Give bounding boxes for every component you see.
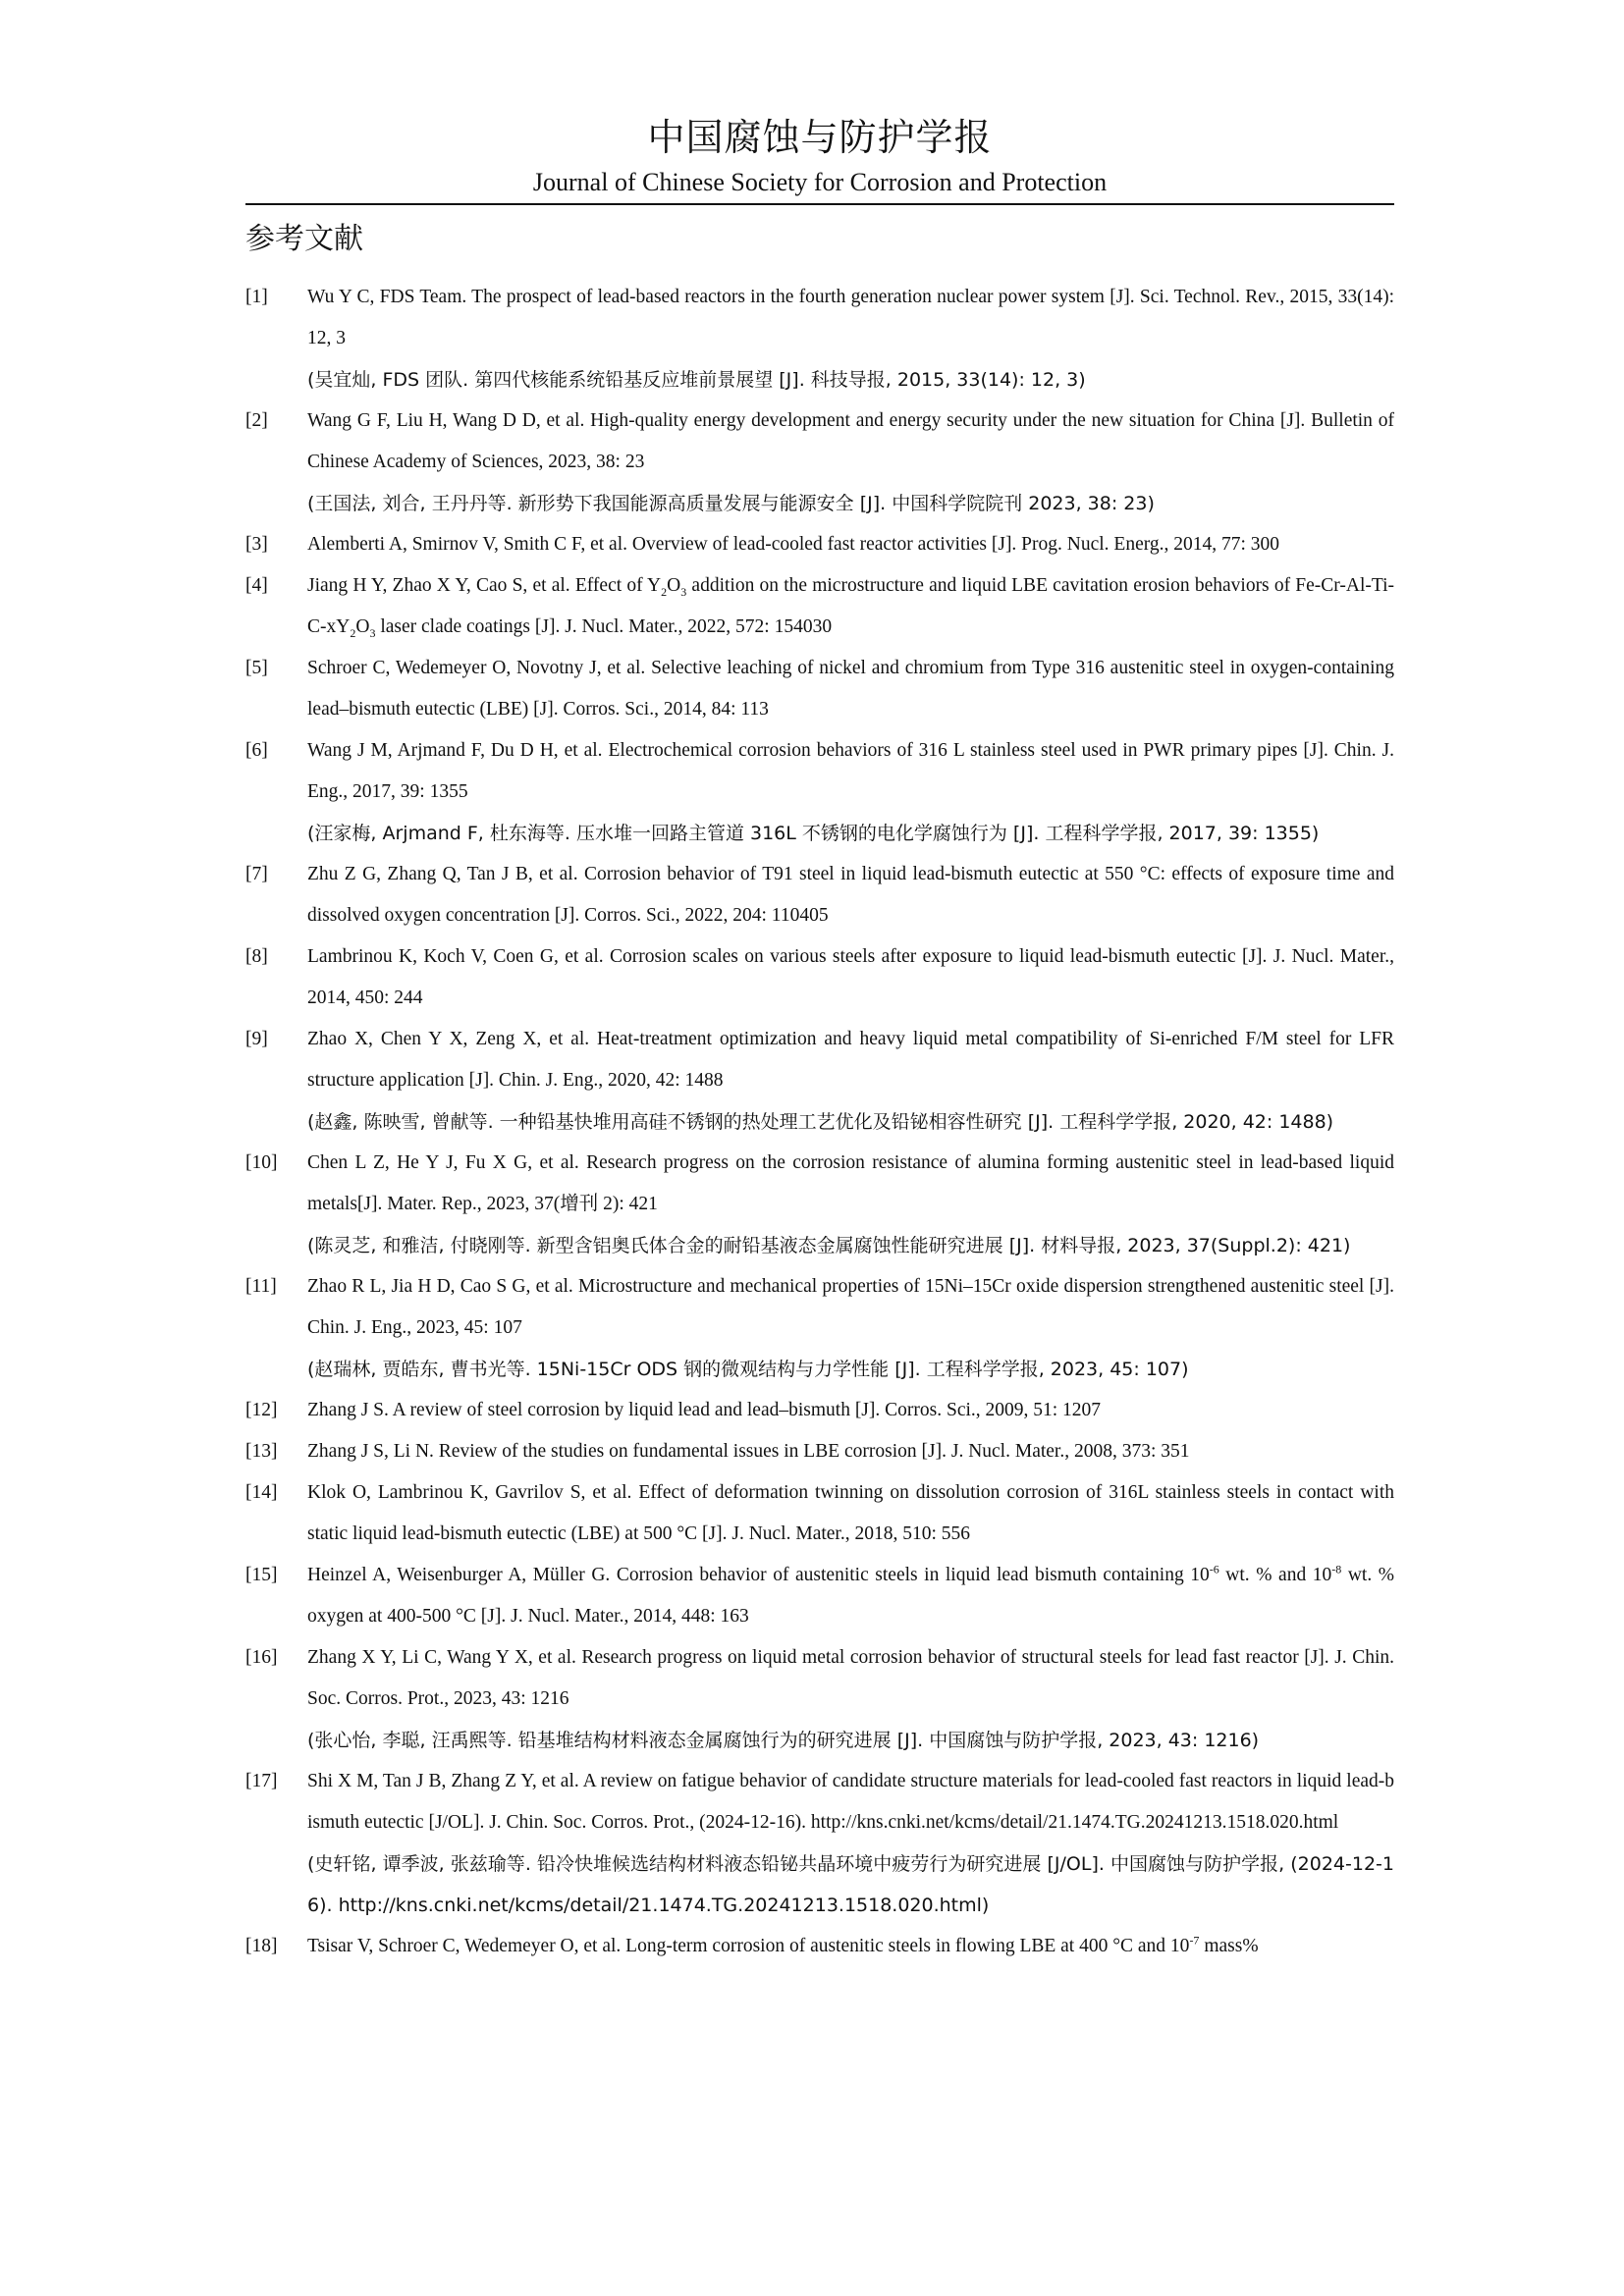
reference-item: [245, 1637, 1394, 1761]
reference-text: Zhang X Y, Li C, Wang Y X, et al. Research progress on liquid metal corrosion behavior of structural steels for lead fast reactor [J]. J. Chin. Soc. Corros. Prot., 2023, 43: 1216: [307, 1647, 1394, 1709]
reference-number: [14]: [245, 1482, 278, 1503]
reference-item: [245, 1926, 1394, 1967]
reference-item: [245, 1266, 1394, 1390]
reference-number: [4]: [245, 575, 268, 596]
reference-item: [245, 1390, 1394, 1431]
reference-number: [15]: [245, 1565, 278, 1585]
reference-item: [245, 277, 1394, 400]
reference-text-part: O: [667, 575, 681, 596]
superscript: -8: [1331, 1562, 1342, 1576]
reference-text-part: laser clade coatings [J]. J. Nucl. Mater., 2022, 572: 154030: [375, 616, 833, 637]
reference-text: Schroer C, Wedemeyer O, Novotny J, et al. Selective leaching of nickel and chromium from Type 316 austenitic steel in oxygen-containing lead–bismuth eutectic (LBE) [J]. Corros. Sci., 2014, 84: 113: [307, 658, 1394, 720]
reference-text: Wang G F, Liu H, Wang D D, et al. High-quality energy development and energy security under the new situation for China [J]. Bulletin of Chinese Academy of Sciences, 2023, 38: 23: [307, 410, 1394, 472]
reference-text: Klok O, Lambrinou K, Gavrilov S, et al. Effect of deformation twinning on dissolution corrosion of 316L stainless steels in contact with static liquid lead-bismuth eutectic (LBE) at 500 °C [J]. J. Nucl. Mater., 2018, 510: 556: [307, 1482, 1394, 1544]
reference-item: [245, 1555, 1394, 1637]
reference-text-cn: (史轩铭, 谭季波, 张兹瑜等. 铅冷快堆候选结构材料液态铅铋共晶环境中疲劳行为研究进展 [J/OL]. 中国腐蚀与防护学报, (2024-12-16). http://kns.cnki.net/kcms/detail/21.1474.TG.20241213.1518.020.html): [307, 1853, 1394, 1916]
reference-text: Zhang J S. A review of steel corrosion by liquid lead and lead–bismuth [J]. Corros. Sci., 2009, 51: 1207: [307, 1400, 1102, 1420]
reference-text: Zhao R L, Jia H D, Cao S G, et al. Microstructure and mechanical properties of 15Ni–15Cr oxide dispersion strengthened austenitic steel [J]. Chin. J. Eng., 2023, 45: 107: [307, 1276, 1394, 1338]
reference-text: Wu Y C, FDS Team. The prospect of lead-based reactors in the fourth generation nuclear power system [J]. Sci. Technol. Rev., 2015, 33(14): 12, 3: [307, 287, 1394, 348]
reference-text-part: addition on the microstructure and liquid LBE cavitation erosion behaviors of Fe-Cr-Al-Ti-C-xY: [307, 575, 1394, 637]
reference-text: Lambrinou K, Koch V, Coen G, et al. Corrosion scales on various steels after exposure to liquid lead-bismuth eutectic [J]. J. Nucl. Mater., 2014, 450: 244: [307, 946, 1394, 1008]
reference-text: [307, 565, 1394, 648]
reference-text: [307, 1555, 1394, 1637]
reference-item: [245, 648, 1394, 730]
reference-text-cn: (赵瑞林, 贾皓东, 曹书光等. 15Ni-15Cr ODS 钢的微观结构与力学性能 [J]. 工程科学学报, 2023, 45: 107): [307, 1359, 1189, 1380]
reference-number: [8]: [245, 946, 268, 967]
reference-number: [9]: [245, 1029, 268, 1049]
reference-text: Zhang J S, Li N. Review of the studies on fundamental issues in LBE corrosion [J]. J. Nucl. Mater., 2008, 373: 351: [307, 1441, 1190, 1462]
reference-item: [245, 524, 1394, 565]
header-rule: [245, 203, 1394, 205]
reference-number: [11]: [245, 1276, 277, 1297]
superscript: -7: [1189, 1933, 1200, 1948]
reference-text: Zhao X, Chen Y X, Zeng X, et al. Heat-treatment optimization and heavy liquid metal compatibility of Si-enriched F/M steel for LFR structure application [J]. Chin. J. Eng., 2020, 42: 1488: [307, 1029, 1394, 1091]
reference-list: [245, 277, 1394, 1967]
reference-number: [1]: [245, 287, 268, 307]
reference-number: [7]: [245, 864, 268, 884]
reference-text-part: mass%: [1199, 1936, 1259, 1956]
reference-text-part: Jiang H Y, Zhao X Y, Cao S, et al. Effect of Y: [307, 575, 662, 596]
reference-item: [245, 1431, 1394, 1472]
subscript: 3: [369, 625, 376, 640]
reference-text-part: Heinzel A, Weisenburger A, Müller G. Corrosion behavior of austenitic steels in liquid lead bismuth containing 10: [307, 1565, 1210, 1585]
reference-number: [2]: [245, 410, 268, 431]
reference-text: Shi X M, Tan J B, Zhang Z Y, et al. A review on fatigue behavior of candidate structure materials for lead-cooled fast reactors in liquid lead-bismuth eutectic [J/OL]. J. Chin. Soc. Corros. Prot., (2024-12-16). http://kns.cnki.net/kcms/detail/21.1474.TG.20241213.1518.020.html: [307, 1771, 1394, 1833]
reference-number: [3]: [245, 534, 268, 555]
reference-text-cn: (吴宜灿, FDS 团队. 第四代核能系统铅基反应堆前景展望 [J]. 科技导报, 2015, 33(14): 12, 3): [307, 369, 1086, 391]
page-header: [245, 114, 1394, 198]
reference-item: [245, 1761, 1394, 1926]
reference-text-part: Tsisar V, Schroer C, Wedemeyer O, et al. Long-term corrosion of austenitic steels in flowing LBE at 400 °C and 10: [307, 1936, 1190, 1956]
reference-item: [245, 1472, 1394, 1555]
reference-text-cn: (赵鑫, 陈映雪, 曾献等. 一种铅基快堆用高硅不锈钢的热处理工艺优化及铅铋相容性研究 [J]. 工程科学学报, 2020, 42: 1488): [307, 1111, 1334, 1133]
reference-number: [16]: [245, 1647, 278, 1668]
subscript: 2: [350, 625, 356, 640]
reference-item: [245, 400, 1394, 524]
reference-item: [245, 565, 1394, 648]
reference-text-cn: (陈灵芝, 和雅洁, 付晓刚等. 新型含铝奥氏体合金的耐铅基液态金属腐蚀性能研究进展 [J]. 材料导报, 2023, 37(Suppl.2): 421): [307, 1235, 1351, 1256]
journal-title-cn: 中国腐蚀与防护学报: [647, 116, 993, 159]
reference-text: Alemberti A, Smirnov V, Smith C F, et al. Overview of lead-cooled fast reactor activities [J]. Prog. Nucl. Energ., 2014, 77: 300: [307, 534, 1280, 555]
journal-title-en: Journal of Chinese Society for Corrosion and Protection: [532, 168, 1108, 196]
reference-number: [17]: [245, 1771, 278, 1791]
reference-number: [6]: [245, 740, 268, 761]
reference-text: [307, 1926, 1394, 1967]
subscript: 2: [661, 584, 668, 599]
reference-item: [245, 1143, 1394, 1266]
reference-text-part: wt. % oxygen at 400-500 °C [J]. J. Nucl. Mater., 2014, 448: 163: [307, 1565, 1394, 1627]
reference-text: Zhu Z G, Zhang Q, Tan J B, et al. Corrosion behavior of T91 steel in liquid lead-bismuth eutectic at 550 °C: effects of exposure time and dissolved oxygen concentration [J]. Corros. Sci., 2022, 204: 110405: [307, 864, 1394, 926]
reference-number: [5]: [245, 658, 268, 678]
reference-number: [10]: [245, 1152, 278, 1173]
reference-text: Wang J M, Arjmand F, Du D H, et al. Electrochemical corrosion behaviors of 316 L stainless steel used in PWR primary pipes [J]. Chin. J. Eng., 2017, 39: 1355: [307, 740, 1394, 802]
reference-number: [12]: [245, 1400, 278, 1420]
reference-text-cn: (张心怡, 李聪, 汪禹熙等. 铅基堆结构材料液态金属腐蚀行为的研究进展 [J]. 中国腐蚀与防护学报, 2023, 43: 1216): [307, 1730, 1260, 1751]
reference-item: [245, 730, 1394, 854]
reference-text-part: wt. % and 10: [1218, 1565, 1332, 1585]
section-title: 参考文献: [245, 222, 363, 256]
reference-item: [245, 1019, 1394, 1143]
reference-number: [18]: [245, 1936, 278, 1956]
reference-item: [245, 936, 1394, 1019]
reference-text-cn: (汪家梅, Arjmand F, 杜东海等. 压水堆一回路主管道 316L 不锈钢的电化学腐蚀行为 [J]. 工程科学学报, 2017, 39: 1355): [307, 823, 1320, 844]
superscript: -6: [1209, 1562, 1219, 1576]
reference-text-part: O: [355, 616, 370, 637]
reference-item: [245, 854, 1394, 936]
reference-number: [13]: [245, 1441, 278, 1462]
reference-text: Chen L Z, He Y J, Fu X G, et al. Research progress on the corrosion resistance of alumina forming austenitic steel in lead-based liquid metals[J]. Mater. Rep., 2023, 37(增刊 2): 421: [307, 1152, 1394, 1214]
reference-text-cn: (王国法, 刘合, 王丹丹等. 新形势下我国能源高质量发展与能源安全 [J]. 中国科学院院刊 2023, 38: 23): [307, 493, 1155, 514]
subscript: 3: [680, 584, 687, 599]
